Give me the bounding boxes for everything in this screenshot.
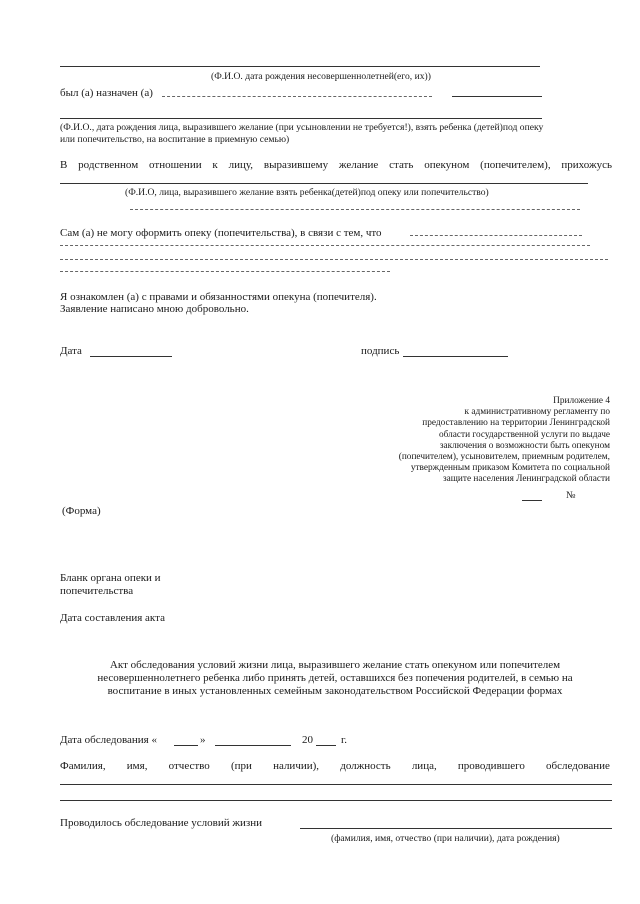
appendix-line: области государственной услуги по выдаче bbox=[438, 429, 610, 440]
caption-fio: (фамилия, имя, отчество (при наличии), дата рождения) bbox=[331, 833, 560, 844]
appendix-date-line[interactable] bbox=[522, 500, 542, 501]
appendix-block bbox=[360, 396, 610, 486]
form-label: (Форма) bbox=[62, 505, 101, 517]
conducted-line[interactable] bbox=[300, 828, 612, 829]
relation-text: В родственном отношении к лицу, выразившему желание стать опекуном (попечителем), прихожусь bbox=[60, 159, 612, 171]
act-title-line3: воспитание в иных установленных семейным законодательством Российской Федерации формах bbox=[107, 685, 563, 697]
fio-word: должность bbox=[340, 760, 391, 772]
conducted-label: Проводилось обследование условий жизни bbox=[60, 817, 262, 829]
familiar-text: Я ознакомлен (а) с правами и обязанностями опекуна (попечителя). bbox=[60, 291, 377, 303]
relation-line[interactable] bbox=[60, 183, 588, 184]
survey-month-line[interactable] bbox=[215, 745, 291, 746]
survey-fio-line-2[interactable] bbox=[60, 800, 612, 801]
caption-minor: (Ф.И.О. дата рождения несовершеннолетней(его, их)) bbox=[211, 71, 431, 82]
survey-fio-line-1[interactable] bbox=[60, 784, 612, 785]
appointed-line-1[interactable] bbox=[162, 96, 432, 97]
appendix-line: защите населения Ленинградской области bbox=[442, 474, 610, 485]
survey-year-suffix: г. bbox=[341, 734, 348, 746]
relation-extra-line[interactable] bbox=[130, 209, 580, 210]
signature-label: подпись bbox=[361, 345, 400, 357]
fio-word: наличии), bbox=[273, 760, 320, 772]
appointed-line-2[interactable] bbox=[452, 96, 542, 97]
cannot-line-1[interactable] bbox=[410, 235, 582, 236]
signature-line[interactable] bbox=[403, 356, 508, 357]
act-date-label: Дата составления акта bbox=[60, 612, 165, 624]
appendix-line: Приложение 4 bbox=[553, 396, 610, 406]
fio-word: лица, bbox=[411, 760, 437, 772]
act-title-line1: Акт обследования условий жизни лица, выразившего желание стать опекуном или попечителем bbox=[109, 659, 561, 671]
appointed-label: был (а) назначен (а) bbox=[60, 87, 153, 99]
appendix-line: (попечителем), усыновителем, приемным родителем, bbox=[398, 452, 610, 463]
fio-word: имя, bbox=[126, 760, 148, 772]
date-line[interactable] bbox=[90, 356, 172, 357]
survey-date-quote-close: » bbox=[200, 734, 206, 746]
caption-applicant-line1: (Ф.И.О., дата рождения лица, выразившего желание (при усыновлении не требуется!), взять ребенка (детей)под опеку bbox=[60, 122, 544, 133]
survey-day-line[interactable] bbox=[174, 745, 198, 746]
appendix-line: заключения о возможности быть опекуном bbox=[439, 440, 610, 451]
appendix-line: к административному регламенту по bbox=[464, 407, 610, 418]
appendix-number-sign: № bbox=[566, 490, 576, 501]
minor-fio-line[interactable] bbox=[60, 66, 540, 67]
fio-word: проводившего bbox=[457, 760, 525, 772]
applicant-fio-line[interactable] bbox=[60, 118, 542, 119]
survey-year-line[interactable] bbox=[316, 745, 336, 746]
blank-line2: попечительства bbox=[60, 585, 134, 597]
cannot-text: Сам (а) не могу оформить опеку (попечительства), в связи с тем, что bbox=[60, 227, 382, 239]
survey-year-prefix: 20 bbox=[302, 734, 313, 746]
appendix-line: предоставлению на территории Ленинградской bbox=[422, 418, 610, 429]
cannot-line-2[interactable] bbox=[60, 245, 590, 246]
cannot-line-3[interactable] bbox=[60, 259, 608, 260]
survey-fio-row bbox=[60, 760, 610, 773]
voluntary-text: Заявление написано мною добровольно. bbox=[60, 303, 249, 315]
caption-relation: (Ф.И.О, лица, выразившего желание взять ребенка(детей)под опеку или попечительство) bbox=[125, 187, 489, 198]
cannot-line-4[interactable] bbox=[60, 271, 390, 272]
act-title-line2: несовершеннолетнего ребенка либо принять детей, оставшихся без попечения родителей, в семью на bbox=[97, 672, 573, 684]
fio-word: (при bbox=[230, 760, 252, 772]
survey-date-prefix: Дата обследования « bbox=[60, 734, 157, 746]
fio-word: обследование bbox=[546, 760, 610, 772]
fio-word: отчество bbox=[168, 760, 210, 772]
date-label: Дата bbox=[60, 345, 82, 357]
appendix-line: утвержденным приказом Комитета по социальной bbox=[410, 463, 610, 474]
fio-word: Фамилия, bbox=[60, 760, 106, 772]
blank-line1: Бланк органа опеки и bbox=[60, 572, 161, 584]
caption-applicant-line2: или попечительство, на воспитание в приемную семью) bbox=[60, 134, 290, 145]
